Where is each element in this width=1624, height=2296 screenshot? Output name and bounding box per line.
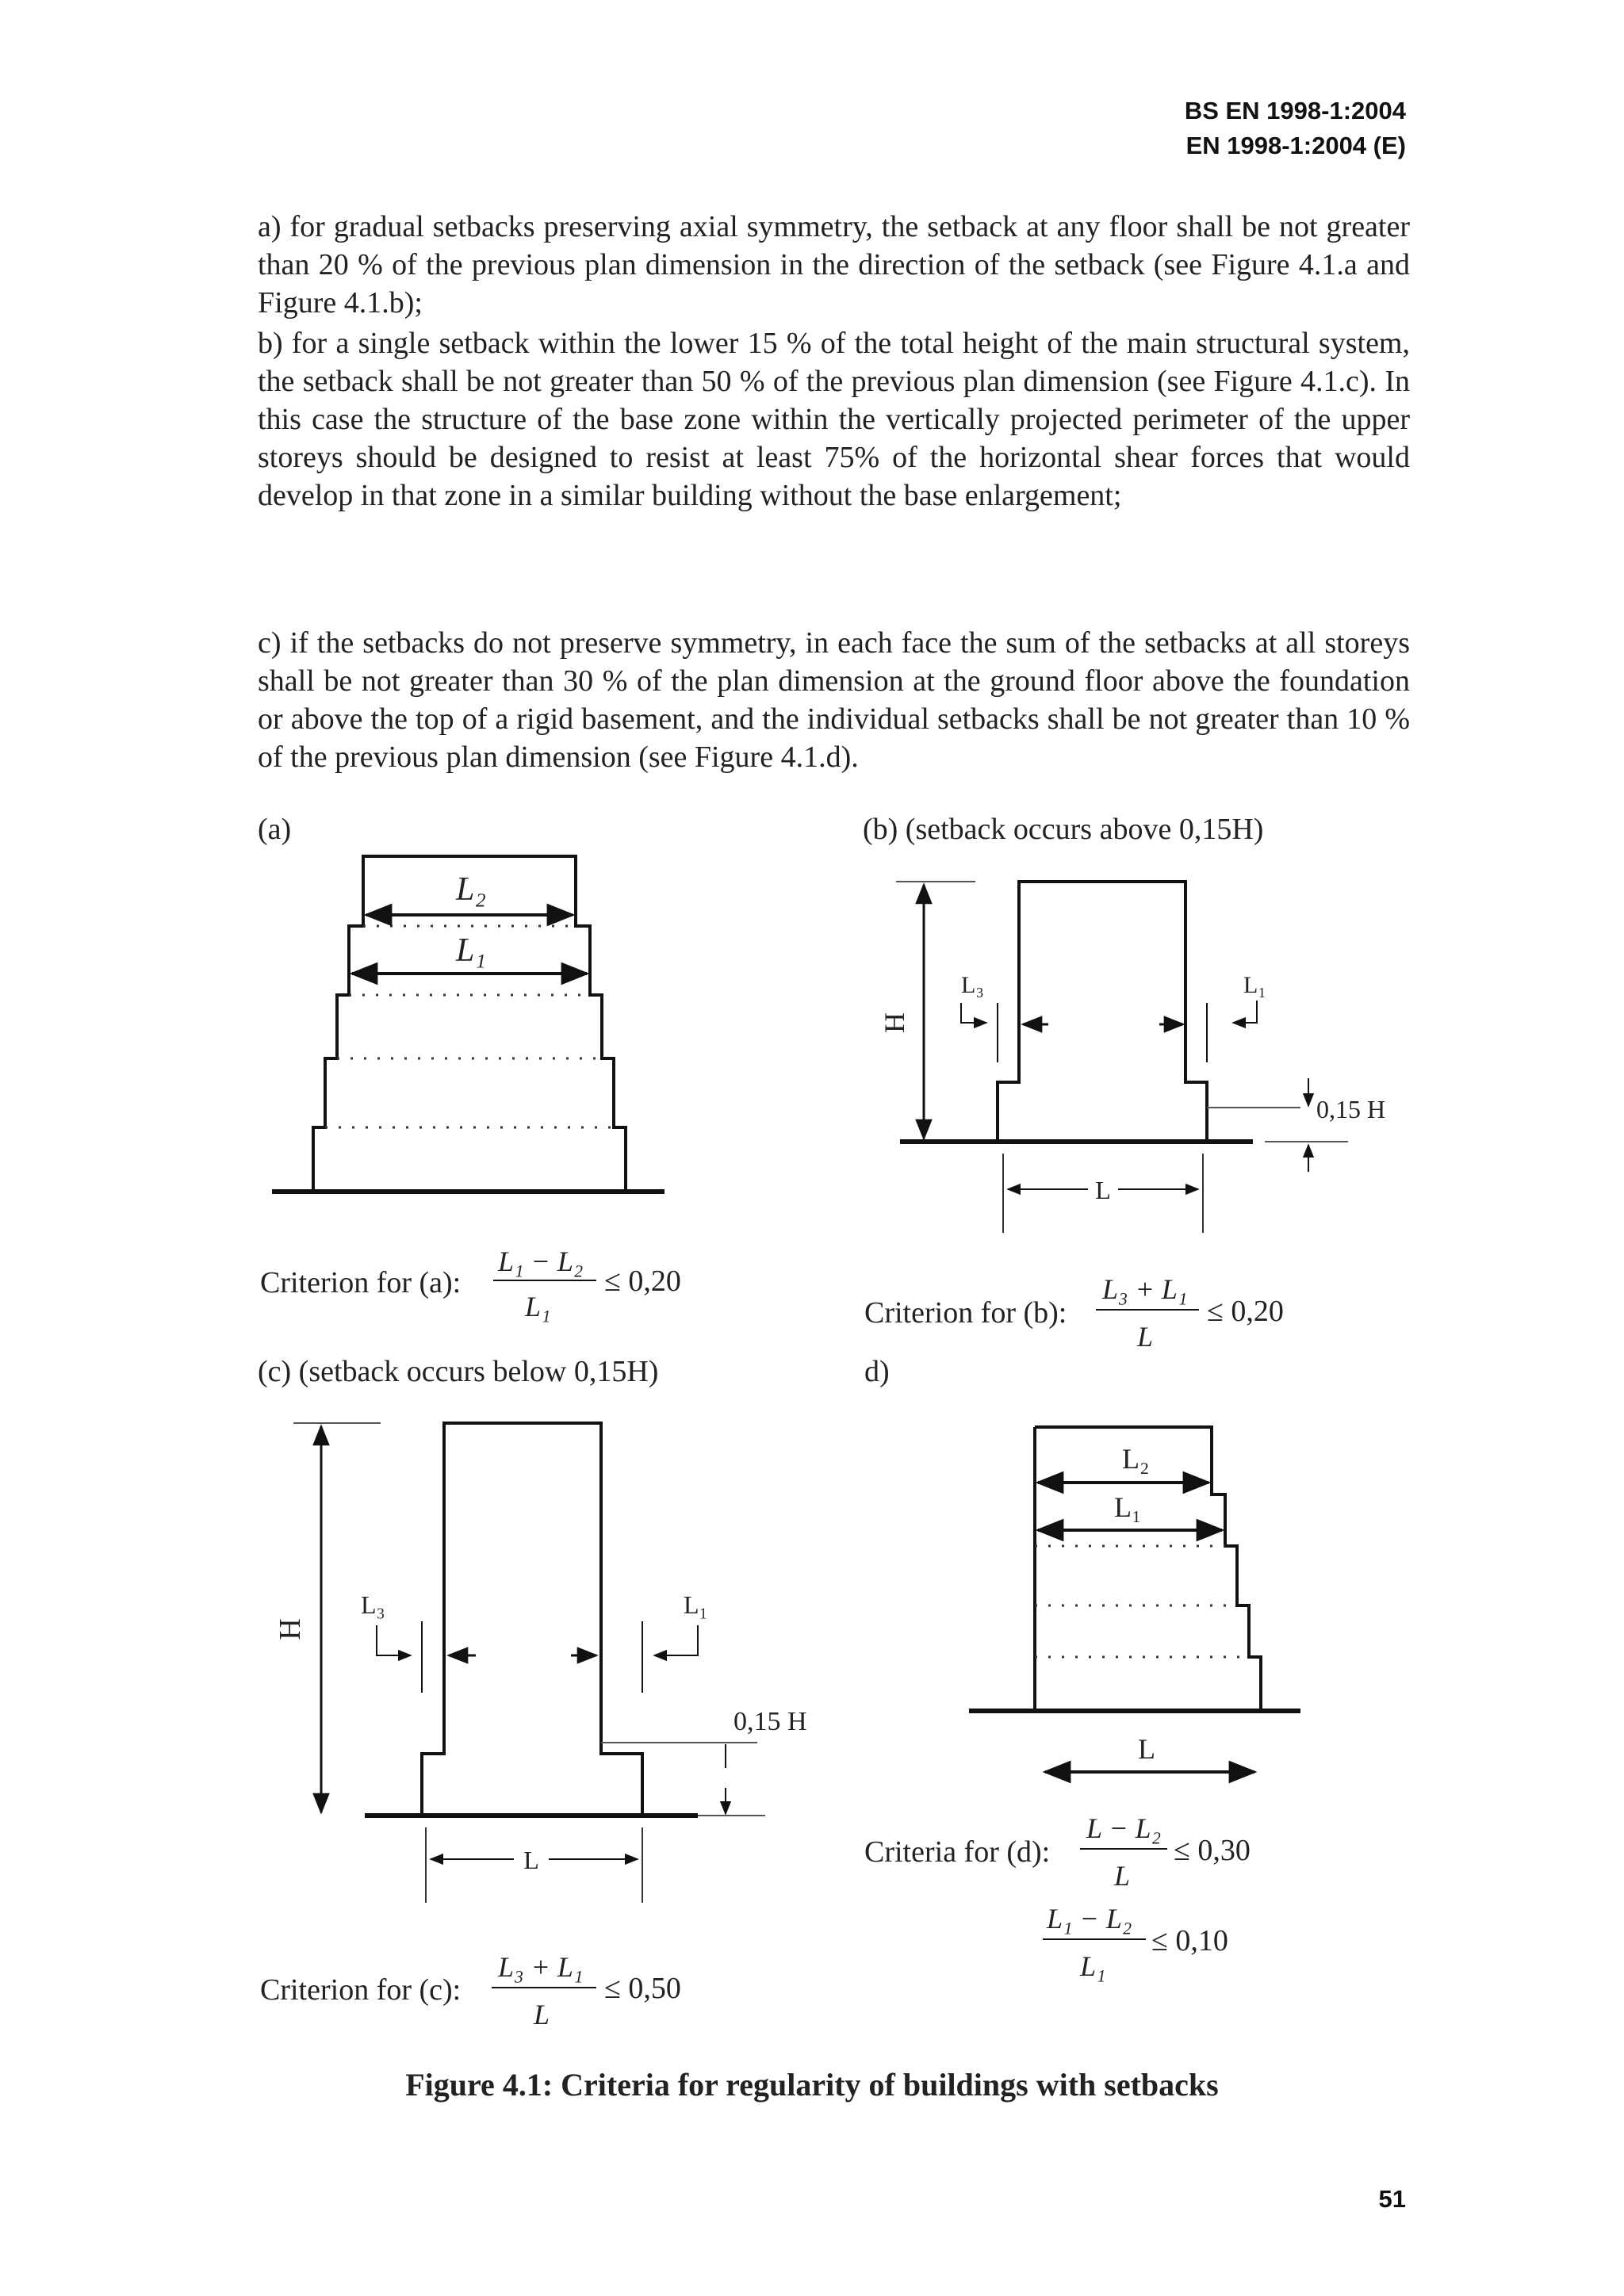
panel-a xyxy=(258,813,681,1322)
standard-code-english: EN 1998-1:2004 (E) xyxy=(1185,132,1406,159)
leader-line xyxy=(1233,1001,1257,1023)
panel-c-height-label: H xyxy=(274,1618,307,1640)
panel-b-l3-label: L₃ xyxy=(961,972,984,998)
panel-d-l2-label: L₂ xyxy=(1122,1443,1150,1475)
leader-line xyxy=(654,1625,698,1655)
leader-line xyxy=(377,1625,411,1655)
figure-caption: Figure 4.1: Criteria for regularity of buildings with setbacks xyxy=(405,2067,1219,2103)
panel-d-denominator-2: L₁ xyxy=(1080,1950,1106,1982)
panel-b-criterion-label: Criterion for (b): xyxy=(864,1296,1067,1330)
panel-a-bound: ≤ 0,20 xyxy=(604,1265,681,1298)
panel-c-numerator: L₃ + L₁ xyxy=(498,1951,584,1983)
panel-a-numerator: L₁ − L₂ xyxy=(498,1246,584,1277)
panel-d-l1-label: L₁ xyxy=(1114,1491,1142,1523)
panel-b-numerator: L₃ + L₁ xyxy=(1102,1273,1188,1305)
panel-d-base-label: L xyxy=(1138,1733,1155,1765)
leader-line xyxy=(961,1003,986,1023)
panel-b xyxy=(863,813,1385,1353)
panel-b-l1-label: L₁ xyxy=(1243,972,1266,998)
panel-c xyxy=(258,1355,807,2030)
panel-d-label: d) xyxy=(864,1355,890,1388)
panel-c-label: (c) (setback occurs below 0,15H) xyxy=(258,1355,659,1388)
panel-c-denominator: L xyxy=(534,1999,550,2030)
panel-d xyxy=(864,1355,1300,1982)
panel-c-building-outline xyxy=(422,1423,642,1816)
panel-d-numerator-1: L − L₂ xyxy=(1086,1812,1162,1844)
panel-c-l3-label: L₃ xyxy=(361,1590,385,1619)
panel-d-bound-2: ≤ 0,10 xyxy=(1151,1924,1228,1957)
panel-d-criteria-label: Criteria for (d): xyxy=(864,1835,1051,1869)
paragraph-a: a) for gradual setbacks preserving axial symmetry, the setback at any floor shall be not greater than 20 % of the previous plan dimension in the direction of the setback (see Figure 4.1.a and Figure 4.1.b); xyxy=(258,210,1410,320)
panel-a-label: (a) xyxy=(258,813,292,846)
panel-b-base-label: L xyxy=(1095,1176,1111,1204)
panel-d-bound-1: ≤ 0,30 xyxy=(1174,1834,1251,1867)
page-number: 51 xyxy=(1378,2185,1406,2213)
panel-b-bound: ≤ 0,20 xyxy=(1207,1295,1284,1328)
paragraph-b: b) for a single setback within the lower 15 % of the total height of the main structural system, the setback shall be not greater than 50 % of the previous plan dimension (see Figure 4.1.c). In this case the structure of the base zone within the vertically projected perimeter of the upper storeys should be designed to resist at least 75% of the horizontal shear forces that would develop in that zone in a similar building without the base enlargement; xyxy=(258,327,1410,512)
panel-a-criterion-label: Criterion for (a): xyxy=(260,1266,462,1299)
panel-b-building-outline xyxy=(998,882,1207,1142)
panel-c-base-label: L xyxy=(523,1846,539,1874)
panel-c-zone-label: 0,15 H xyxy=(733,1707,807,1736)
panel-b-height-label: H xyxy=(879,1012,910,1033)
panel-c-l1-label: L₁ xyxy=(684,1590,708,1619)
panel-a-denominator: L₁ xyxy=(525,1291,551,1322)
panel-a-l1-label: L₁ xyxy=(456,932,486,969)
panel-b-denominator: L xyxy=(1137,1321,1154,1353)
panel-a-l2-label: L₂ xyxy=(456,871,486,908)
standard-code: BS EN 1998-1:2004 xyxy=(1184,97,1406,124)
paragraph-c: c) if the setbacks do not preserve symmetry, in each face the sum of the setbacks at all storeys shall be not greater than 30 % of the plan dimension at the ground floor above the foundation or above the top of a rigid basement, and the individual setbacks shall be not greater than 10 % of the previous plan dimension (see Figure 4.1.d). xyxy=(258,626,1410,774)
panel-d-denominator-1: L xyxy=(1114,1860,1131,1892)
panel-d-numerator-2: L₁ − L₂ xyxy=(1047,1903,1132,1934)
panel-c-criterion-label: Criterion for (c): xyxy=(260,1973,462,2007)
panel-c-bound: ≤ 0,50 xyxy=(604,1972,681,2005)
panel-b-label: (b) (setback occurs above 0,15H) xyxy=(863,813,1264,846)
panel-b-zone-label: 0,15 H xyxy=(1316,1095,1386,1123)
